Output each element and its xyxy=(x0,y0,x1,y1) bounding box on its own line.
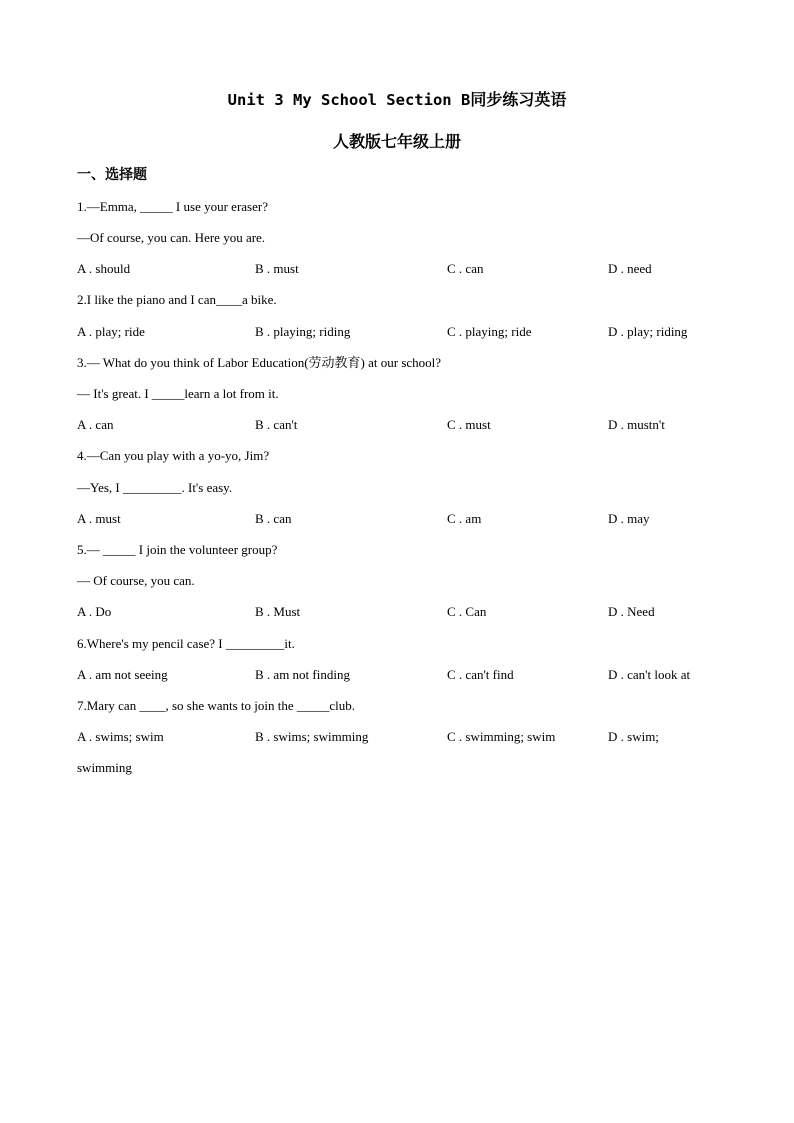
question-5-reply: — Of course, you can. xyxy=(77,573,195,588)
option-c[interactable]: C . can't find xyxy=(447,667,514,682)
option-b[interactable]: B . am not finding xyxy=(255,667,350,682)
section-heading: 一、选择题 xyxy=(77,167,147,183)
option-a[interactable]: A . can xyxy=(77,417,114,432)
question-3-stem: 3.— What do you think of Labor Education(劳动教育) at our school? xyxy=(77,355,442,370)
option-b[interactable]: B . Must xyxy=(255,604,301,619)
option-d[interactable]: D . Need xyxy=(608,604,655,619)
option-d[interactable]: D . need xyxy=(608,261,652,276)
option-a[interactable]: A . swims; swim xyxy=(77,729,164,744)
title-chinese: 同步练习英语 xyxy=(470,90,567,109)
option-b[interactable]: B . can't xyxy=(255,417,298,432)
question-4-stem: 4.—Can you play with a yo-yo, Jim? xyxy=(77,448,270,463)
question-2-options xyxy=(0,324,794,340)
option-b[interactable]: B . swims; swimming xyxy=(255,729,369,744)
question-2-stem: 2.I like the piano and I can____a bike. xyxy=(77,292,277,307)
question-7-stem: 7.Mary can ____, so she wants to join the _____club. xyxy=(77,698,356,713)
question-4-reply: —Yes, I _________. It's easy. xyxy=(77,480,233,495)
question-3-options xyxy=(0,417,794,433)
option-c[interactable]: C . am xyxy=(447,511,482,526)
option-a[interactable]: A . am not seeing xyxy=(77,667,168,682)
option-d[interactable]: D . can't look at xyxy=(608,667,691,682)
question-3-reply: — It's great. I _____learn a lot from it. xyxy=(77,386,279,401)
question-7-option-d-continuation: swimming xyxy=(77,760,132,775)
option-c[interactable]: C . must xyxy=(447,417,491,432)
question-4-options xyxy=(0,511,794,527)
option-a[interactable]: A . should xyxy=(77,261,131,276)
option-a[interactable]: A . must xyxy=(77,511,121,526)
option-d[interactable]: D . swim; xyxy=(608,729,659,744)
option-a[interactable]: A . Do xyxy=(77,604,112,619)
question-1-options xyxy=(0,261,794,277)
question-7-options xyxy=(0,729,794,745)
document-title xyxy=(0,87,794,110)
option-d[interactable]: D . play; riding xyxy=(608,324,688,339)
option-c[interactable]: C . playing; ride xyxy=(447,324,532,339)
question-6-options xyxy=(0,667,794,683)
option-c[interactable]: C . swimming; swim xyxy=(447,729,556,744)
option-d[interactable]: D . may xyxy=(608,511,650,526)
question-5-options xyxy=(0,604,794,620)
option-d[interactable]: D . mustn't xyxy=(608,417,665,432)
document-subtitle: 人教版七年级上册 xyxy=(332,132,461,151)
option-a[interactable]: A . play; ride xyxy=(77,324,145,339)
question-5-stem: 5.— _____ I join the volunteer group? xyxy=(77,542,278,557)
option-b[interactable]: B . playing; riding xyxy=(255,324,351,339)
option-b[interactable]: B . can xyxy=(255,511,292,526)
option-c[interactable]: C . Can xyxy=(447,604,487,619)
option-c[interactable]: C . can xyxy=(447,261,484,276)
title-english: Unit 3 My School Section B xyxy=(227,91,471,109)
question-1-reply: —Of course, you can. Here you are. xyxy=(77,230,266,245)
question-1-stem: 1.—Emma, _____ I use your eraser? xyxy=(77,199,268,214)
question-6-stem: 6.Where's my pencil case? I _________it. xyxy=(77,636,295,651)
option-b[interactable]: B . must xyxy=(255,261,299,276)
